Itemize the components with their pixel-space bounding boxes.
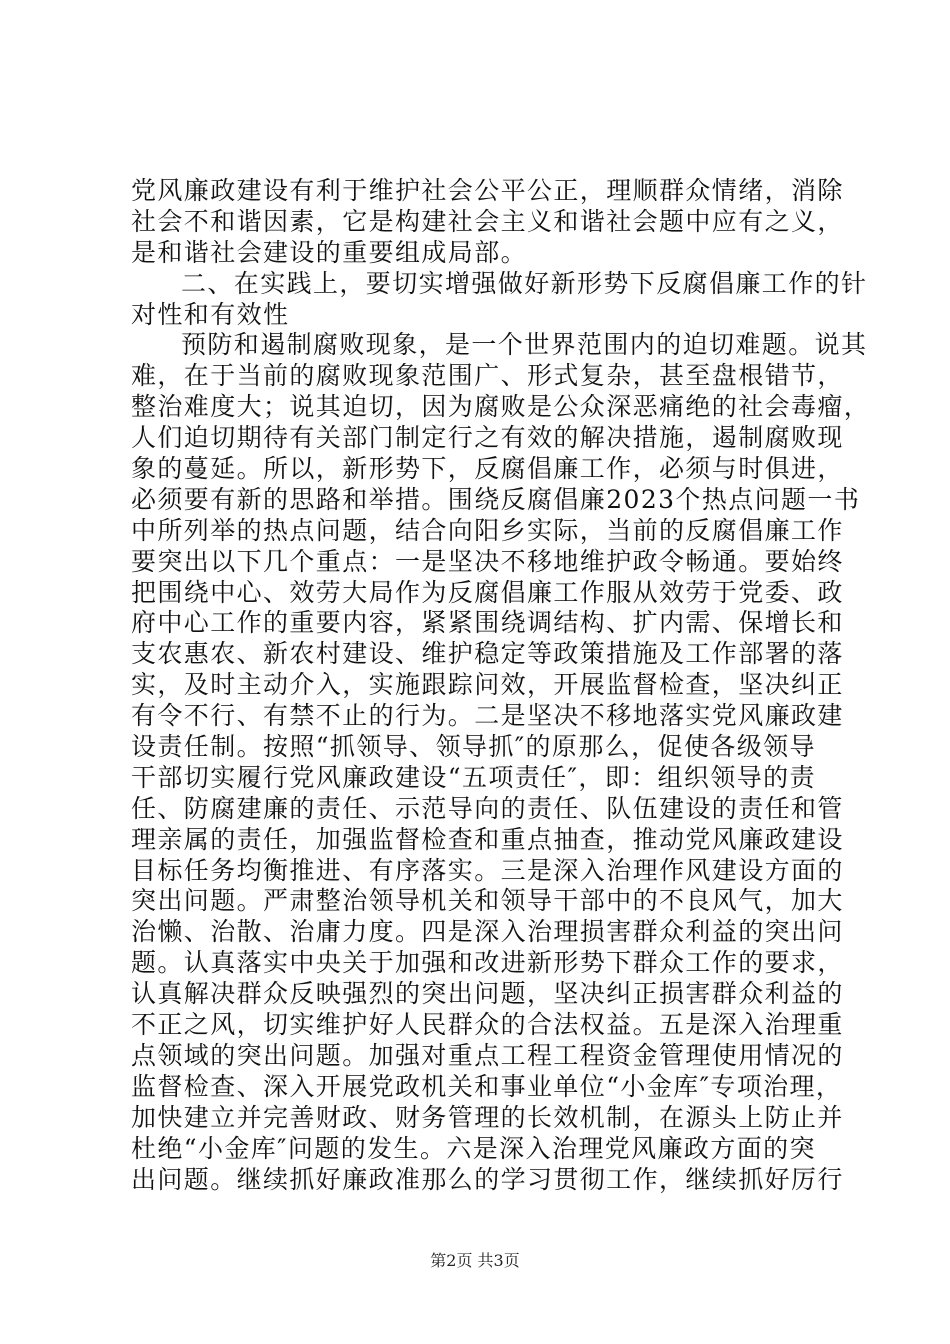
- body-text: [131, 176, 871, 1195]
- text-line: 必须要有新的思路和举措。围绕反腐倡廉2023个热点问题一书: [131, 484, 861, 514]
- text-line: 支农惠农、新农村建设、维护稳定等政策措施及工作部署的落: [131, 639, 844, 669]
- page-footer: 第2页 共3页: [430, 1251, 520, 1270]
- text-line: 整治难度大；说其迫切，因为腐败是公众深恶痛绝的社会毒瘤，: [131, 392, 871, 422]
- text-line: 杜绝“小金库″问题的发生。六是深入治理党风廉政方面的突: [131, 1133, 816, 1163]
- text-line: 加快建立并完善财政、财务管理的长效机制，在源头上防止并: [131, 1102, 844, 1132]
- text-line: 点领域的突出问题。加强对重点工程工程资金管理使用情况的: [131, 1040, 844, 1070]
- text-line: 社会不和谐因素，它是构建社会主义和谐社会题中应有之义，: [131, 206, 844, 236]
- section-heading-continued: 对性和有效性: [131, 299, 290, 329]
- text-line: 治懒、治散、治庸力度。四是深入治理损害群众利益的突出问: [131, 917, 844, 947]
- text-line: 难，在于当前的腐败现象范围广、形式复杂，甚至盘根错节，: [131, 361, 844, 391]
- text-line: 设责任制。按照“抓领导、领导抓″的原那么，促使各级领导: [131, 732, 816, 762]
- text-line: 实，及时主动介入，实施跟踪问效，开展监督检查，坚决纠正: [131, 670, 844, 700]
- paragraph-start: 预防和遏制腐败现象，是一个世界范围内的迫切难题。说其: [181, 330, 868, 360]
- text-line: 象的蔓延。所以，新形势下，反腐倡廉工作，必须与时俱进，: [131, 454, 844, 484]
- text-line: 人们迫切期待有关部门制定行之有效的解决措施，遏制腐败现: [131, 423, 844, 453]
- text-line: 府中心工作的重要内容，紧紧围绕调结构、扩内需、保增长和: [131, 608, 844, 638]
- text-line: 突出问题。严肃整治领导机关和领导干部中的不良风气，加大: [131, 886, 844, 916]
- text-line: 监督检查、深入开展党政机关和事业单位“小金库″专项治理，: [131, 1071, 843, 1101]
- text-line: 任、防腐建廉的责任、示范导向的责任、队伍建设的责任和管: [131, 793, 844, 823]
- text-line: 党风廉政建设有利于维护社会公平公正，理顺群众情绪，消除: [131, 176, 844, 205]
- text-line: 不正之风，切实维护好人民群众的合法权益。五是深入治理重: [131, 1010, 844, 1040]
- section-heading: 二、在实践上，要切实增强做好新形势下反腐倡廉工作的针: [181, 268, 868, 298]
- text-line: 出问题。继续抓好廉政准那么的学习贯彻工作，继续抓好厉行: [131, 1164, 844, 1194]
- text-line: 要突出以下几个重点：一是坚决不移地维护政令畅通。要始终: [131, 546, 844, 576]
- text-line: 有令不行、有禁不止的行为。二是坚决不移地落实党风廉政建: [131, 701, 844, 731]
- text-line: 目标任务均衡推进、有序落实。三是深入治理作风建设方面的: [131, 855, 844, 885]
- text-line: 中所列举的热点问题，结合向阳乡实际，当前的反腐倡廉工作: [131, 515, 844, 545]
- text-line: 把围绕中心、效劳大局作为反腐倡廉工作服从效劳于党委、政: [131, 577, 844, 607]
- text-line: 认真解决群众反映强烈的突出问题，坚决纠正损害群众利益的: [131, 979, 844, 1009]
- text-line: 是和谐社会建设的重要组成局部。: [131, 237, 528, 267]
- text-line: 理亲属的责任，加强监督检查和重点抽查，推动党风廉政建设: [131, 824, 844, 854]
- text-line: 干部切实履行党风廉政建设“五项责任″，即：组织领导的责: [131, 762, 816, 792]
- text-line: 题。认真落实中央关于加强和改进新形势下群众工作的要求，: [131, 948, 844, 978]
